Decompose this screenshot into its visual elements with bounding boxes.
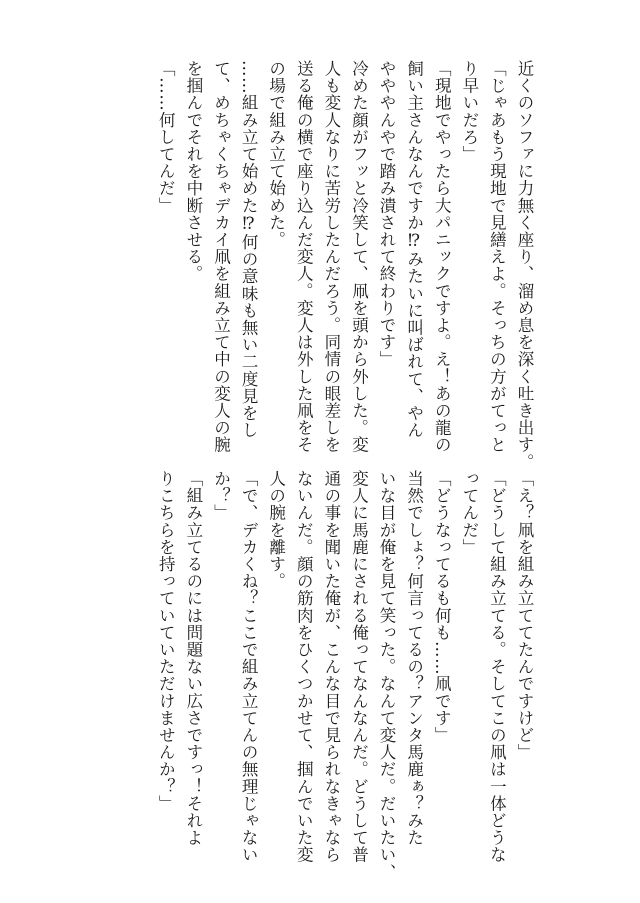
text-line: 冷めた顔がフッと冷笑して、凧を頭から外した。変 xyxy=(349,60,369,454)
text-block-bottom xyxy=(152,470,538,881)
text-line: の場で組み立て始めた。 xyxy=(266,60,286,249)
text-line: 人も変人なりに苦労したんだろう。同情の眼差しを xyxy=(321,60,341,454)
text-line: 通の事を聞いた俺が、こんな目で見られなきゃなら xyxy=(321,470,341,864)
text-line: 飼い主さんなんですか⁉みたいに叫ばれて、やん xyxy=(404,60,424,439)
text-line: 「組み立てるのには問題ない広さですっ！それよ xyxy=(183,470,203,847)
text-line: ……組み立て始めた⁉何の意味も無い二度見をし xyxy=(239,60,259,439)
text-line: を掴んでそれを中断させる。 xyxy=(183,60,203,283)
text-line: 「どうなってるも何も……凧です」 xyxy=(432,470,452,744)
text-line: 当然でしょ？何言ってるの？アンタ馬鹿ぁ？みた xyxy=(404,470,424,847)
text-line: り早いだろ」 xyxy=(459,60,479,163)
text-block-top xyxy=(152,60,538,471)
text-line: いな目が俺を見て笑った。なんて変人だ。だいたい、 xyxy=(377,470,397,881)
text-line: 「で、デカくね？ここで組み立てんの無理じゃない xyxy=(239,470,259,864)
text-line: 変人に馬鹿にされる俺ってなんなんだ。どうして普 xyxy=(349,470,369,864)
text-line: やややんやで踏み潰されて終わりです」 xyxy=(377,60,397,368)
text-line: 「……何してんだ」 xyxy=(156,60,176,214)
text-line: 「じゃあもう現地で見繕えよ。そっちの方がてっと xyxy=(487,60,507,454)
text-line: 「現地でやったら大パニックですよ。え！あの龍の xyxy=(432,60,452,454)
text-line: 「どうして組み立てる。そしてこの凧は一体どうな xyxy=(487,470,507,864)
text-line: ってんだ」 xyxy=(459,470,479,556)
text-line: りこちらを持っていていただけませんか？」 xyxy=(156,470,176,812)
text-line: 「え？凧を組み立ててたんですけど」 xyxy=(515,470,534,761)
text-line: ないんだ。顔の筋肉をひくつかせて、掴んでいた変 xyxy=(294,470,314,864)
text-line: 送る俺の横で座り込んだ変人。変人は外した凧をそ xyxy=(294,60,314,454)
text-line: か？」 xyxy=(211,470,231,522)
text-line: て、めちゃくちゃデカイ凧を組み立て中の変人の腕 xyxy=(211,60,231,454)
text-line: 近くのソファに力無く座り、溜め息を深く吐き出す。 xyxy=(515,60,534,471)
text-line: 人の腕を離す。 xyxy=(266,470,286,590)
